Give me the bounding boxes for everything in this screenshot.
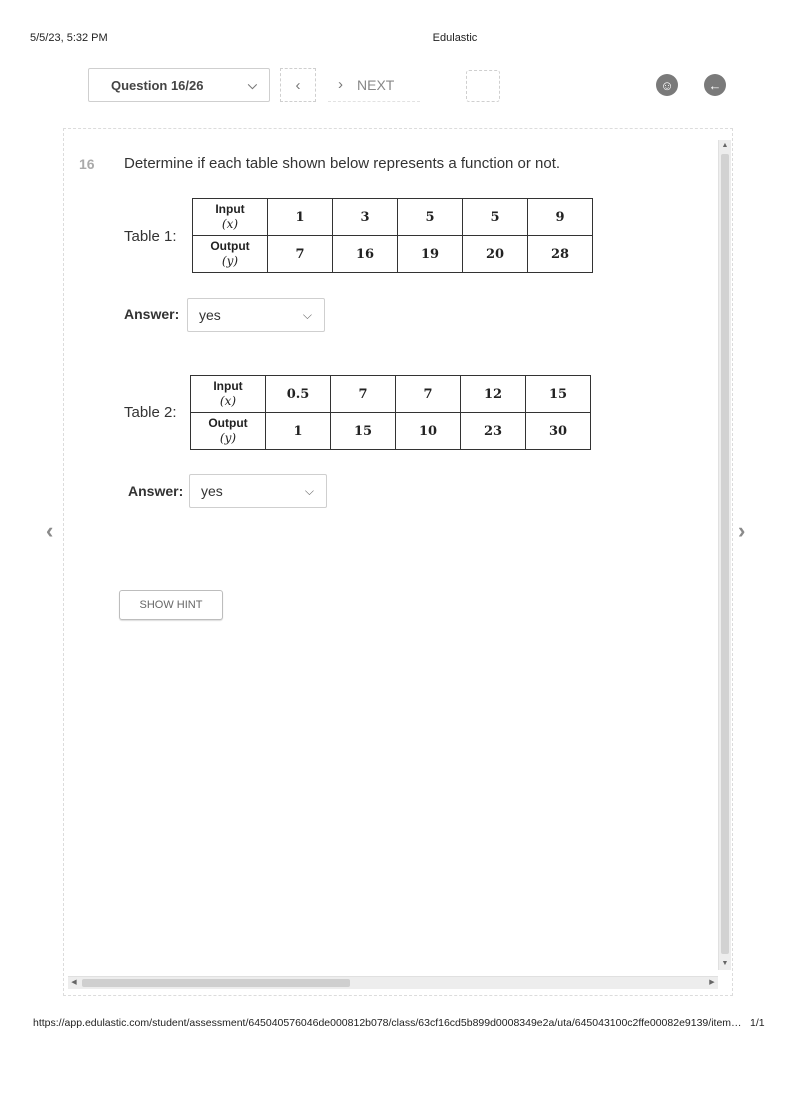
question-toolbar: [88, 68, 748, 106]
table-cell: 5: [463, 199, 528, 236]
next-question-arrow-icon[interactable]: ›: [738, 518, 746, 543]
table-cell: 16: [333, 236, 398, 273]
print-title: Edulastic: [432, 32, 478, 44]
question-number: 16: [79, 156, 95, 172]
accessibility-icon[interactable]: ☺: [656, 74, 678, 96]
answer2-label: Answer:: [128, 483, 184, 499]
previous-button[interactable]: [280, 68, 316, 102]
table2-label: Table 2:: [124, 404, 177, 421]
table-cell: 1: [266, 413, 331, 450]
table-cell: 15: [331, 413, 396, 450]
table1: [192, 198, 593, 273]
vertical-scroll-thumb[interactable]: [721, 154, 729, 954]
table-row: [193, 236, 593, 273]
table-cell: 19: [398, 236, 463, 273]
table-cell: 20: [463, 236, 528, 273]
chevron-right-icon: ›: [338, 76, 343, 93]
table-cell: 23: [461, 413, 526, 450]
table-cell: 28: [528, 236, 593, 273]
answer1-label: Answer:: [124, 306, 180, 322]
table-row: [191, 376, 591, 413]
show-hint-button[interactable]: SHOW HINT: [119, 590, 223, 620]
vertical-scrollbar[interactable]: [718, 140, 731, 970]
answer2-value: yes: [201, 483, 223, 499]
print-datetime: 5/5/23, 5:32 PM: [30, 32, 108, 44]
table1-label: Table 1:: [124, 228, 177, 245]
table-cell: 15: [526, 376, 591, 413]
horizontal-scrollbar[interactable]: [68, 976, 718, 989]
table-cell: 3: [333, 199, 398, 236]
output-header: Output: [208, 416, 248, 430]
table-header-cell: [193, 199, 268, 236]
table-cell: 1: [268, 199, 333, 236]
table-header-cell: [191, 413, 266, 450]
input-header: Input: [215, 202, 245, 216]
horizontal-scroll-thumb[interactable]: [82, 979, 350, 987]
table2: [190, 375, 591, 450]
scroll-left-icon[interactable]: ◀: [71, 979, 77, 986]
answer1-value: yes: [199, 307, 221, 323]
output-variable: (y): [219, 431, 237, 445]
table-cell: 10: [396, 413, 461, 450]
question-select-label: Question 16/26: [111, 77, 204, 93]
table-header-cell: [193, 236, 268, 273]
scroll-right-icon[interactable]: ▶: [709, 979, 715, 986]
table-cell: 7: [331, 376, 396, 413]
table-row: [193, 199, 593, 236]
table-cell: 0.5: [266, 376, 331, 413]
chevron-down-icon: ⌵: [302, 307, 312, 322]
table-header-cell: [191, 376, 266, 413]
print-url: https://app.edulastic.com/student/assessment/645040576046de000812b078/class/63cf16cd5b899d0008349e2a/uta/645043100c2ffe00082e9139/item…: [33, 1017, 742, 1029]
chevron-left-icon: ‹: [295, 76, 301, 94]
chevron-down-icon: ⌵: [304, 483, 314, 498]
table-cell: 9: [528, 199, 593, 236]
output-header: Output: [210, 239, 250, 253]
answer1-dropdown[interactable]: [187, 298, 325, 332]
table-cell: 7: [396, 376, 461, 413]
scroll-down-icon[interactable]: ▼: [721, 960, 729, 967]
input-variable: (x): [221, 217, 239, 231]
question-text: Determine if each table shown below represents a function or not.: [124, 155, 561, 172]
output-variable: (y): [221, 254, 239, 268]
back-arrow-icon[interactable]: ←: [704, 74, 726, 96]
input-header: Input: [213, 379, 243, 393]
print-page-number: 1/1: [750, 1017, 765, 1029]
input-variable: (x): [219, 394, 237, 408]
scroll-up-icon[interactable]: ▲: [721, 142, 729, 149]
bookmark-button[interactable]: [466, 70, 500, 102]
next-label: NEXT: [357, 76, 395, 93]
table-row: [191, 413, 591, 450]
table-cell: 5: [398, 199, 463, 236]
answer2-dropdown[interactable]: [189, 474, 327, 508]
next-button[interactable]: [328, 68, 420, 102]
question-select[interactable]: [88, 68, 270, 102]
table-cell: 12: [461, 376, 526, 413]
chevron-down-icon: ⌵: [247, 77, 257, 92]
table-cell: 30: [526, 413, 591, 450]
table-cell: 7: [268, 236, 333, 273]
previous-question-arrow-icon[interactable]: ‹: [46, 518, 54, 543]
